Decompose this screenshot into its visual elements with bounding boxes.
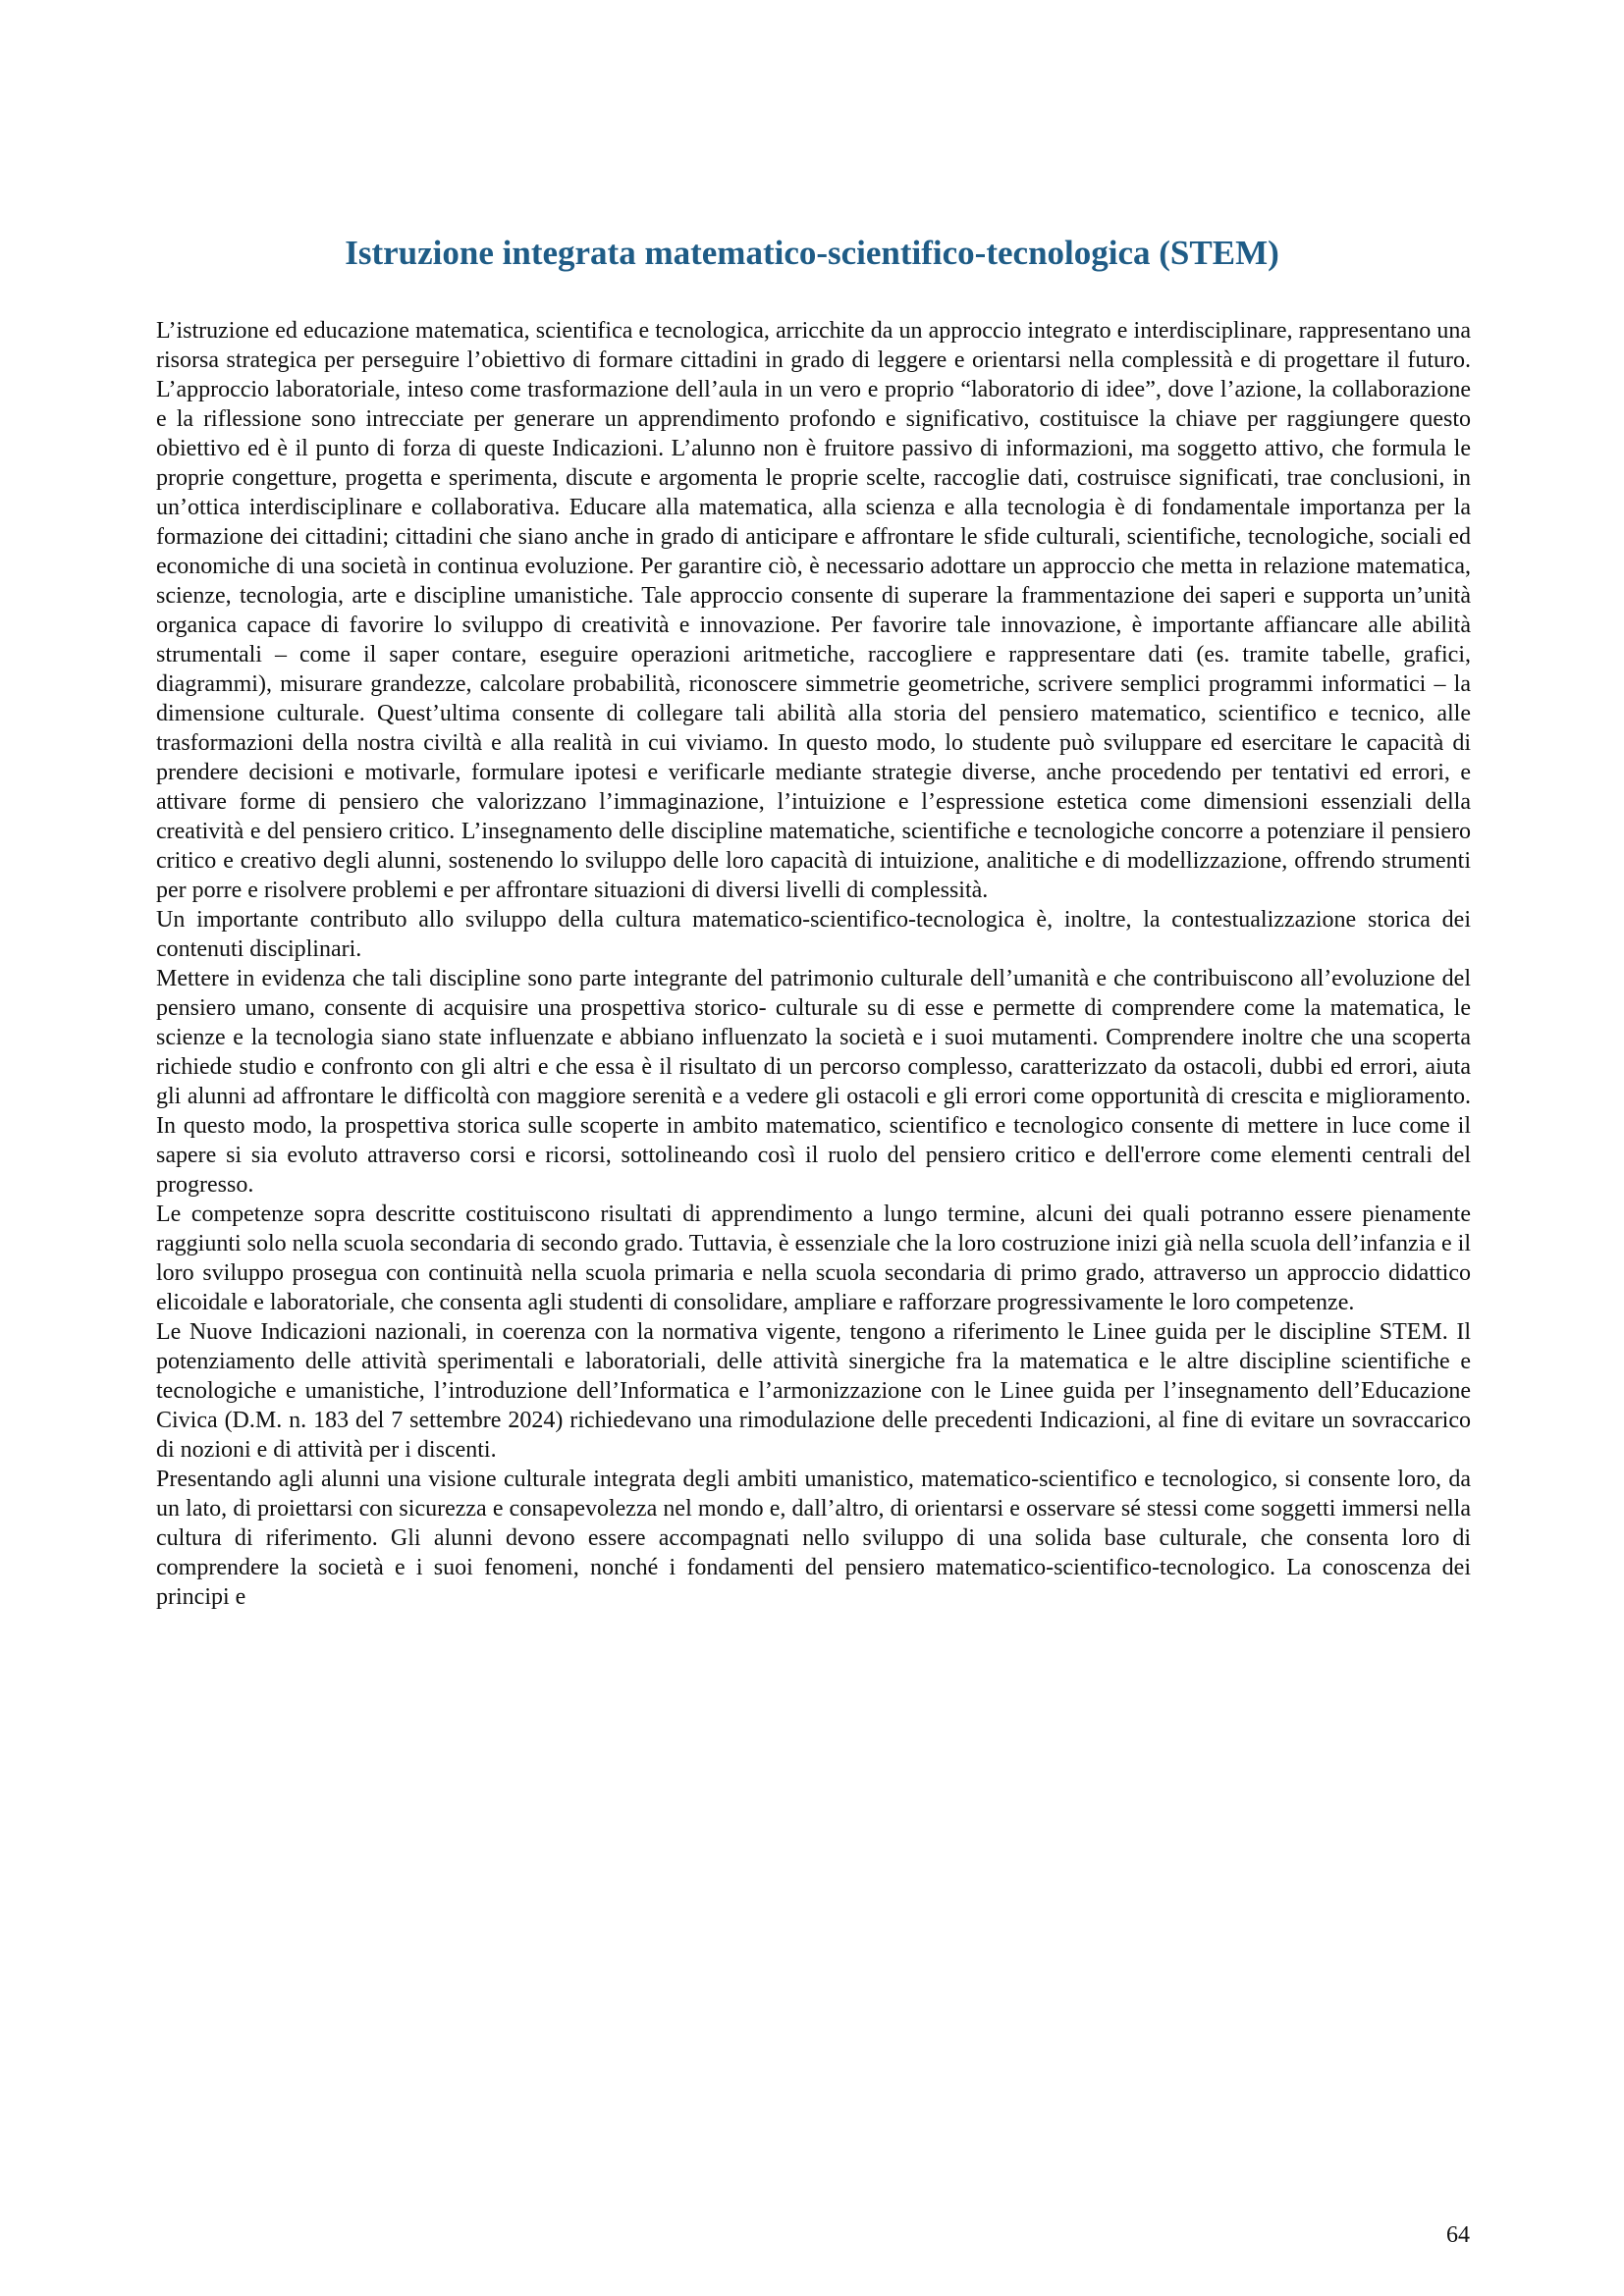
paragraph-cultural-heritage: Mettere in evidenza che tali discipline sono parte integrante del patrimonio culturale dell’umanità e che contribuiscono all’evoluzione del pensiero umano, consente di acquisire una prospettiva storico- culturale su di esse e permette di comprendere come la matematica, le scienze e la tecnologia siano state influenzate e abbiano influenzato la società e i suoi mutamenti. Comprendere inoltre che una scoperta richiede studio e confronto con gli altri e che essa è il risultato di un percorso complesso, caratterizzato da ostacoli, dubbi ed errori, aiuta gli alunni ad affrontare le difficoltà con maggiore serenità e a vedere gli ostacoli e gli errori come opportunità di crescita e miglioramento. In questo modo, la prospettiva storica sulle scoperte in ambito matematico, scientifico e tecnologico consente di mettere in luce come il sapere si sia evoluto attraverso corsi e ricorsi, sottolineando così il ruolo del pensiero critico e dell'errore come elementi centrali del progresso. bbox=[156, 966, 1471, 1198]
section-title: Istruzione integrata matematico-scientifico-tecnologica (STEM) bbox=[345, 234, 1279, 272]
paragraph-competences: Le competenze sopra descritte costituiscono risultati di apprendimento a lungo termine, alcuni dei quali potranno essere pienamente raggiunti solo nella scuola secondaria di secondo grado. Tuttavia, è essenziale che la loro costruzione inizi già nella scuola dell’infanzia e il loro sviluppo prosegua con continuità nella scuola primaria e nella scuola secondaria di primo grado, attraverso un approccio didattico elicoidale e laboratoriale, che consenta agli studenti di consolidare, ampliare e rafforzare progressivamente le loro competenze. bbox=[156, 1201, 1471, 1315]
paragraph-historical-context: Un importante contributo allo sviluppo della cultura matematico-scientifico-tecnologica è, inoltre, la contestualizzazione storica dei contenuti disciplinari. bbox=[156, 907, 1471, 962]
paragraph-new-guidelines: Le Nuove Indicazioni nazionali, in coerenza con la normativa vigente, tengono a riferimento le Linee guida per le discipline STEM. Il potenziamento delle attività sperimentali e laboratoriali, delle attività sinergiche fra la matematica e le altre discipline scientifiche e tecnologiche e umanistiche, l’introduzione dell’Informatica e l’armonizzazione con le Linee guida per l’insegnamento dell’Educazione Civica (D.M. n. 183 del 7 settembre 2024) richiedevano una rimodulazione delle precedenti Indicazioni, al fine di evitare un sovraccarico di nozioni e di attività per i discenti. bbox=[156, 1319, 1471, 1463]
paragraph-integrated-vision: Presentando agli alunni una visione culturale integrata degli ambiti umanistico, matematico-scientifico e tecnologico, si consente loro, da un lato, di proiettarsi con sicurezza e consapevolezza nel mondo e, dall’altro, di orientarsi e osservare sé stessi come soggetti immersi nella cultura di riferimento. Gli alunni devono essere accompagnati nello sviluppo di una solida base culturale, che consenta loro di comprendere la società e i suoi fenomeni, nonché i fondamenti del pensiero matematico-scientifico-tecnologico. La conoscenza dei principi e bbox=[156, 1467, 1471, 1610]
body-text bbox=[156, 316, 1471, 1612]
paragraph-intro: L’istruzione ed educazione matematica, scientifica e tecnologica, arricchite da un approccio integrato e interdisciplinare, rappresentano una risorsa strategica per perseguire l’obiettivo di formare cittadini in grado di leggere e orientarsi nella complessità e di progettare il futuro. L’approccio laboratoriale, inteso come trasformazione dell’aula in un vero e proprio “laboratorio di idee”, dove l’azione, la collaborazione e la riflessione sono intrecciate per generare un apprendimento profondo e significativo, costituisce la chiave per raggiungere questo obiettivo ed è il punto di forza di queste Indicazioni. L’alunno non è fruitore passivo di informazioni, ma soggetto attivo, che formula le proprie congetture, progetta e sperimenta, discute e argomenta le proprie scelte, raccoglie dati, costruisce significati, trae conclusioni, in un’ottica interdisciplinare e collaborativa. Educare alla matematica, alla scienza e alla tecnologia è di fondamentale importanza per la formazione dei cittadini; cittadini che siano anche in grado di anticipare e affrontare le sfide culturali, scientifiche, tecnologiche, sociali ed economiche di una società in continua evoluzione. Per garantire ciò, è necessario adottare un approccio che metta in relazione matematica, scienze, tecnologia, arte e discipline umanistiche. Tale approccio consente di superare la frammentazione dei saperi e supporta un’unità organica capace di favorire lo sviluppo di creatività e innovazione. Per favorire tale innovazione, è importante affiancare alle abilità strumentali – come il saper contare, eseguire operazioni aritmetiche, raccogliere e rappresentare dati (es. tramite tabelle, grafici, diagrammi), misurare grandezze, calcolare probabilità, riconoscere simmetrie geometriche, scrivere semplici programmi informatici – la dimensione culturale. Quest’ultima consente di collegare tali abilità alla storia del pensiero matematico, scientifico e tecnico, alle trasformazioni della nostra civiltà e alla realità in cui viviamo. In questo modo, lo studente può sviluppare ed esercitare le capacità di prendere decisioni e motivarle, formulare ipotesi e verificarle mediante strategie diverse, anche procedendo per tentativi ed errori, e attivare forme di pensiero che valorizzano l’immaginazione, l’intuizione e l’espressione estetica come dimensioni essenziali della creatività e del pensiero critico. L’insegnamento delle discipline matematiche, scientifiche e tecnologiche concorre a potenziare il pensiero critico e creativo degli alunni, sostenendo lo sviluppo delle loro capacità di intuizione, analitiche e di modellizzazione, offrendo strumenti per porre e risolvere problemi e per affrontare situazioni di diversi livelli di complessità. bbox=[156, 318, 1471, 903]
page-number: 64 bbox=[1446, 2222, 1470, 2248]
